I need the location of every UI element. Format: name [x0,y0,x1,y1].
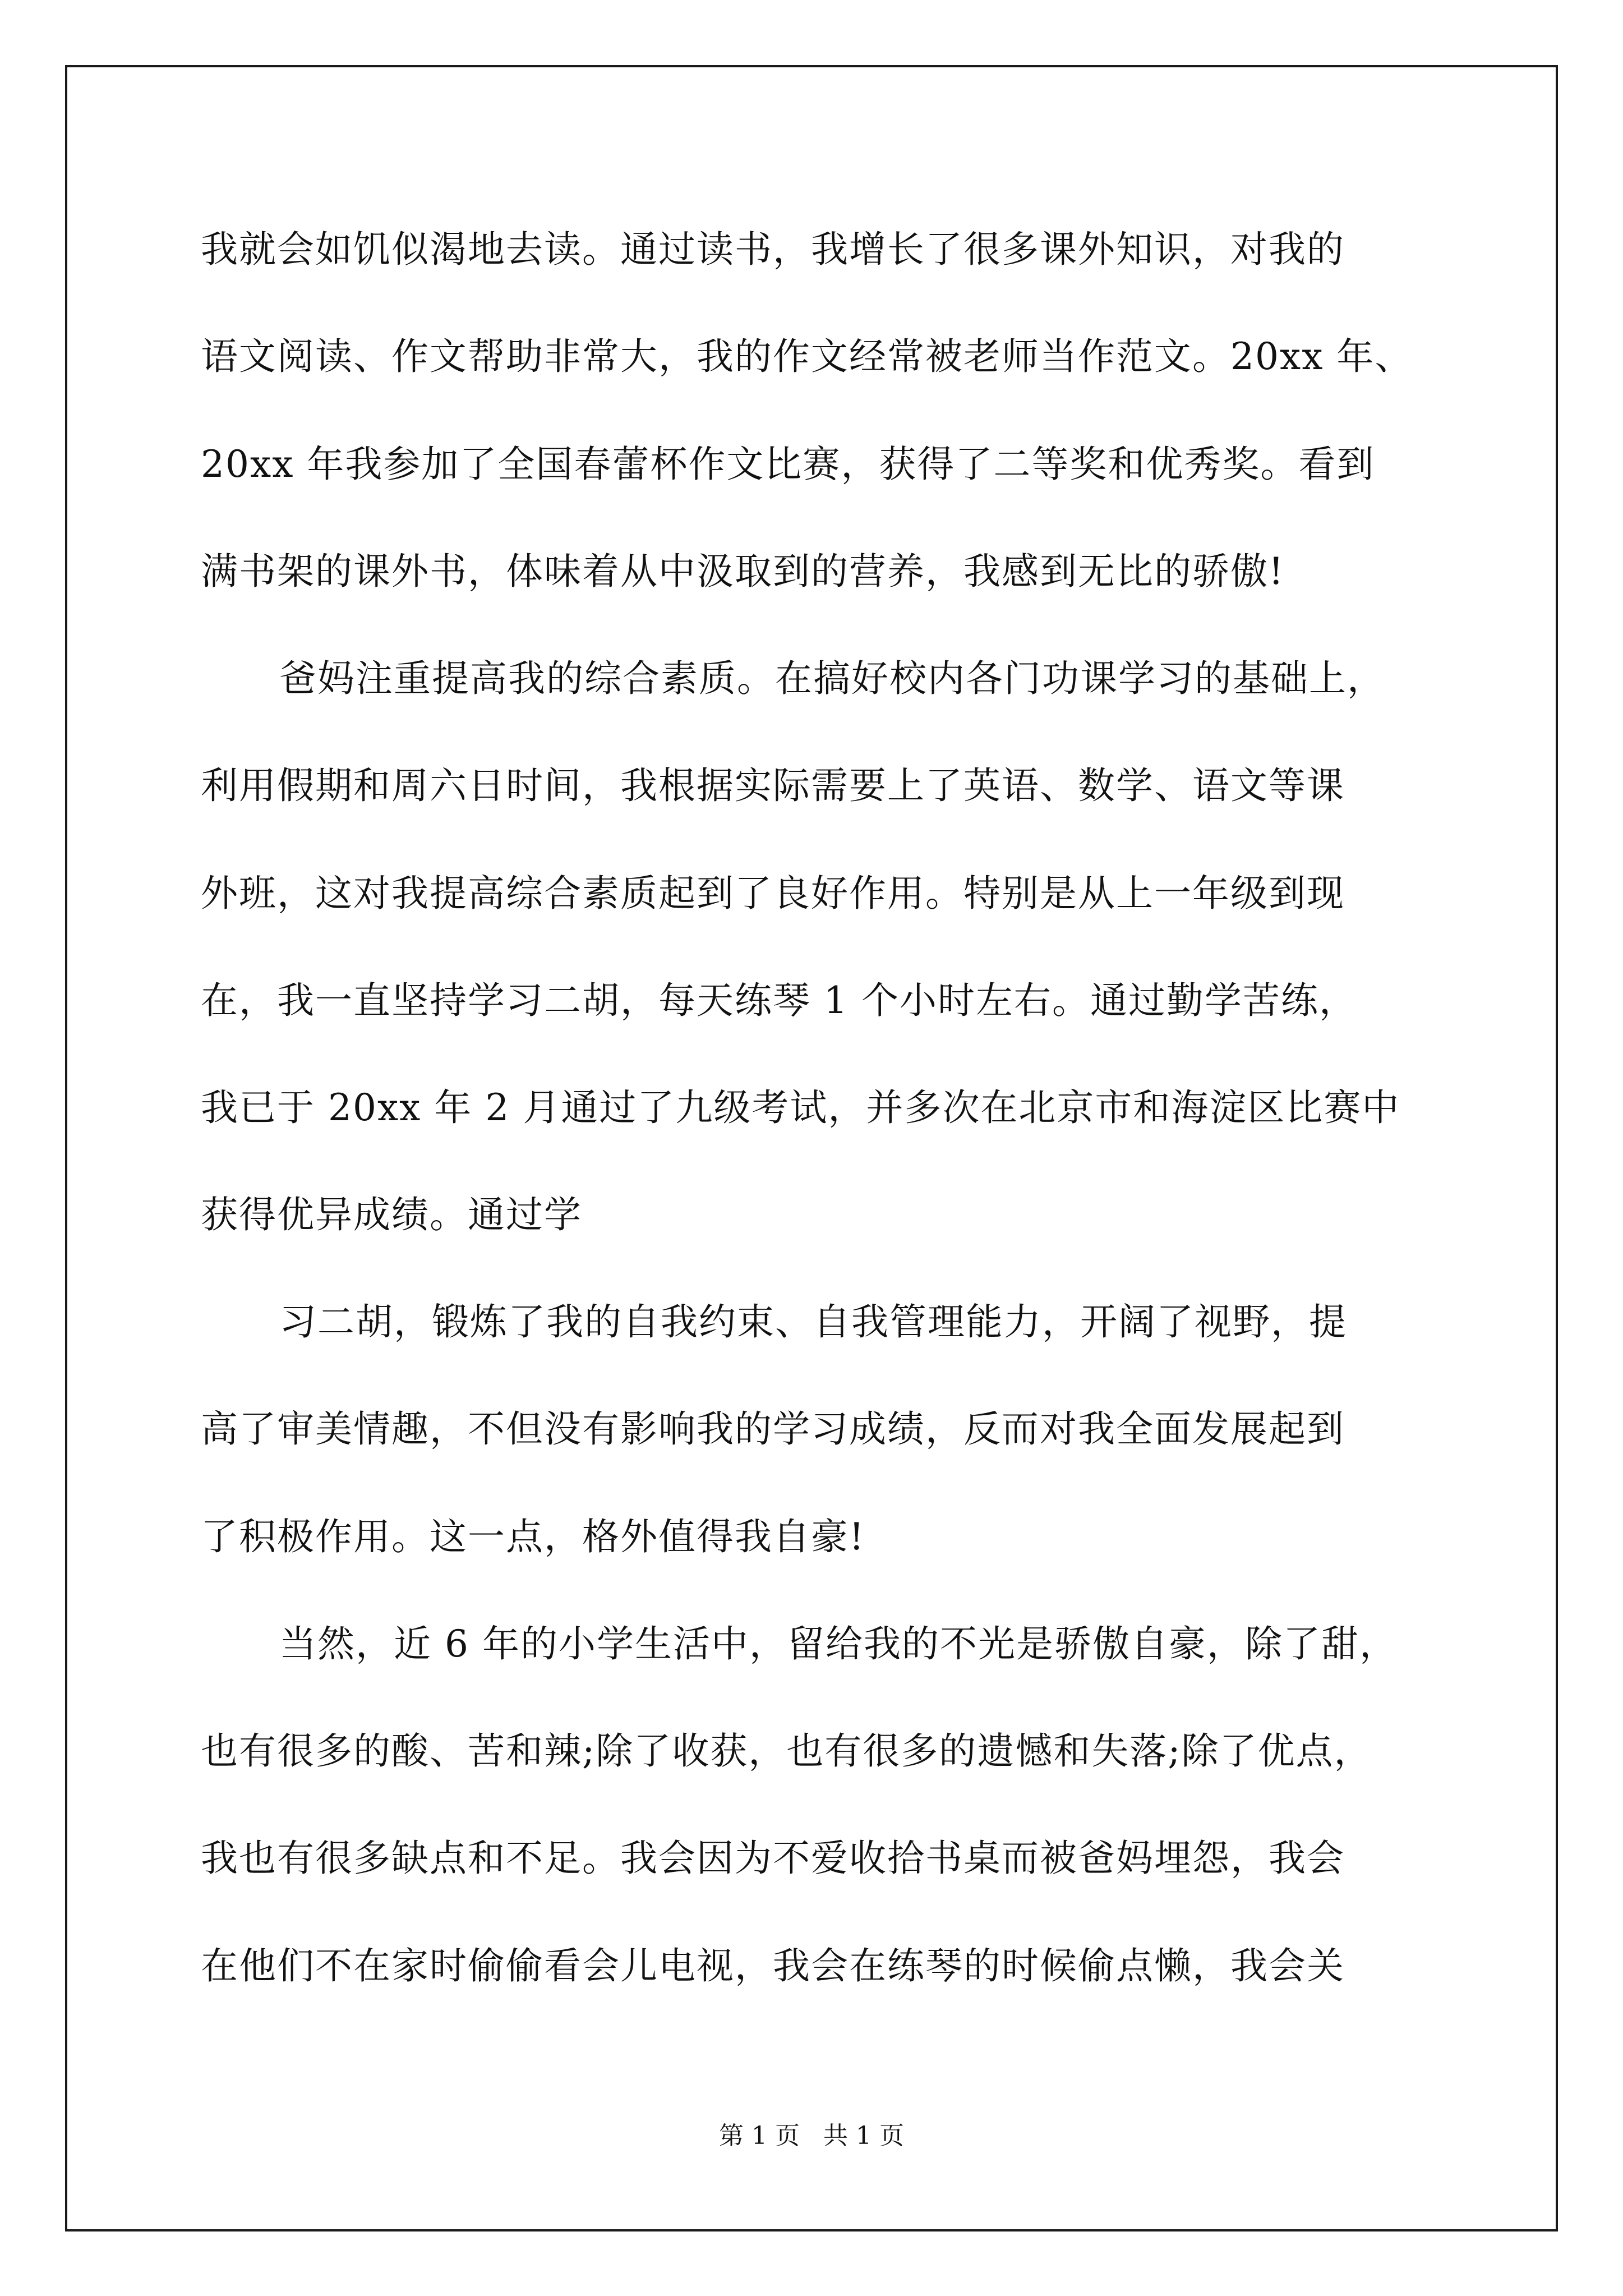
text-line: 语文阅读、作文帮助非常大，我的作文经常被老师当作范文。20xx 年、 [201,335,1413,378]
text-line: 也有很多的酸、苦和辣;除了收获，也有很多的遗憾和失落;除了优点， [201,1729,1372,1773]
text-line: 利用假期和周六日时间，我根据实际需要上了英语、数学、语文等课 [201,764,1345,807]
text-line: 获得优异成绩。通过学 [201,1193,582,1236]
paragraph-start-line: 当然，近 6 年的小学生活中，留给我的不光是骄傲自豪，除了甜， [279,1622,1398,1665]
text-line: 我已于 20xx 年 2 月通过了九级考试，并多次在北京市和海淀区比赛中 [201,1086,1400,1129]
text-line: 在他们不在家时偷偷看会儿电视，我会在练琴的时候偷点懒，我会关 [201,1944,1345,1987]
paragraph-start-line: 习二胡，锻炼了我的自我约束、自我管理能力，开阔了视野，提 [279,1300,1347,1343]
text-line: 我就会如饥似渴地去读。通过读书，我增长了很多课外知识，对我的 [201,228,1345,271]
paragraph-start-line: 爸妈注重提高我的综合素质。在搞好校内各门功课学习的基础上， [279,657,1385,700]
text-line: 20xx 年我参加了全国春蕾杯作文比赛，获得了二等奖和优秀奖。看到 [201,443,1375,486]
page-number-footer: 第 1 页 共 1 页 [719,2122,904,2150]
text-line: 了积极作用。这一点，格外值得我自豪! [201,1515,865,1558]
text-line: 我也有很多缺点和不足。我会因为不爱收拾书桌而被爸妈埋怨，我会 [201,1837,1345,1880]
text-line: 在，我一直坚持学习二胡，每天练琴 1 个小时左右。通过勤学苦练， [201,979,1357,1022]
text-line: 满书架的课外书，体味着从中汲取到的营养，我感到无比的骄傲! [201,550,1285,593]
page-border [65,65,1558,2231]
text-line: 高了审美情趣，不但没有影响我的学习成绩，反而对我全面发展起到 [201,1407,1345,1451]
text-line: 外班，这对我提高综合素质起到了良好作用。特别是从上一年级到现 [201,872,1345,915]
